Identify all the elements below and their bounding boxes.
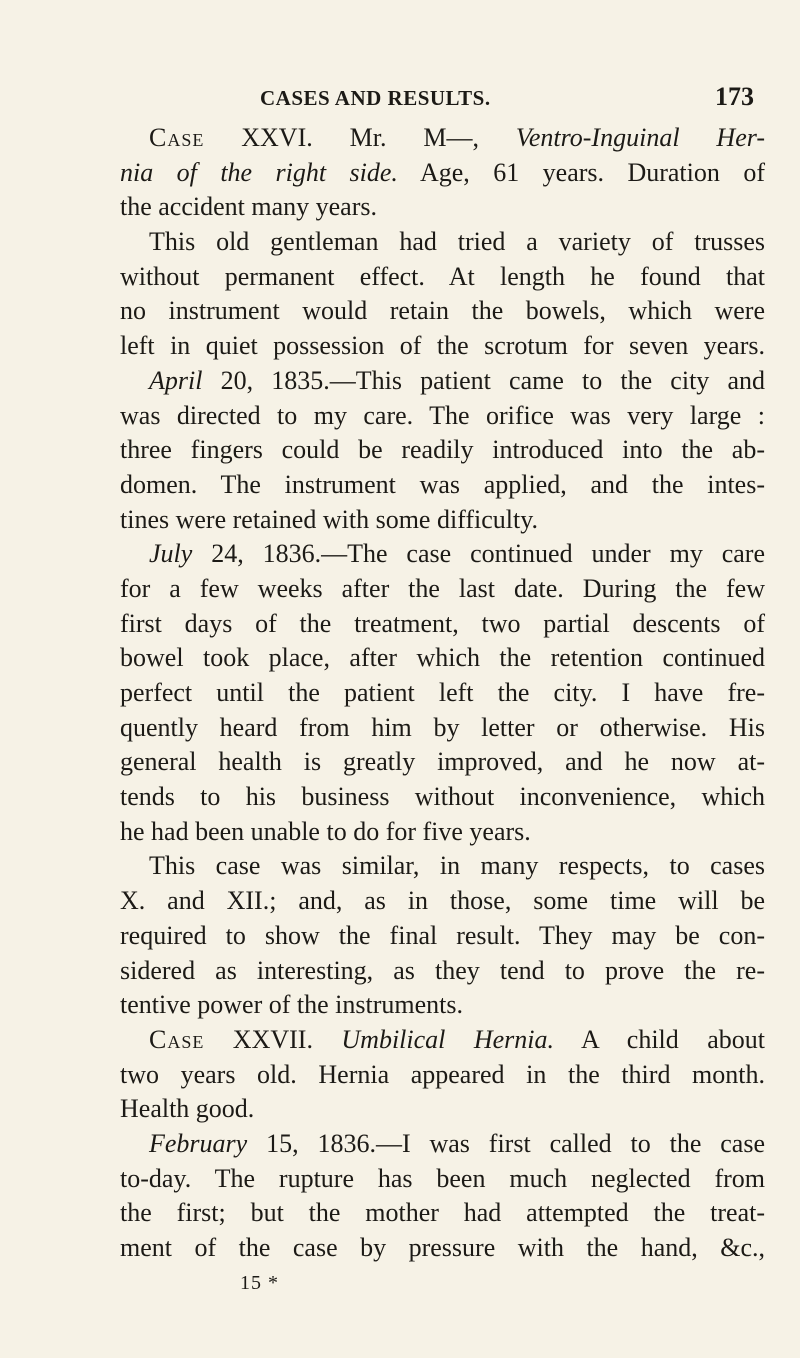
running-head: CASES AND RESULTS. [260,86,491,110]
text-line: Case XXVI. Mr. M—, Ventro-Inguinal Her- [149,123,765,152]
text-line: to-day. The rupture has been much neglected from [120,1163,765,1193]
text-line: left in quiet possession of the scrotum for seven years. [120,331,765,361]
text-line: tines were retained with some difficulty. [120,504,539,534]
text-line: no instrument would retain the bowels, which were [120,296,765,326]
text-line: two years old. Hernia appeared in the third month. [120,1059,765,1089]
text-line: This old gentleman had tried a variety of trusses [149,227,765,257]
text-line: ment of the case by pressure with the hand, &c., [120,1233,765,1262]
text-line: Health good. [120,1094,255,1124]
text-line: the accident many years. [120,192,377,222]
text-line: nia of the right side. Age, 61 years. Duration of [120,157,765,187]
text-line: February 15, 1836.—I was first called to the case [149,1128,765,1158]
text-line: without permanent effect. At length he found that [120,261,765,291]
text-line: Case XXVII. Umbilical Hernia. A child about [149,1024,765,1054]
text-line: tends to his business without inconvenience, which [120,782,765,812]
text-line: bowel took place, after which the retention continued [120,643,765,673]
text-line: he had been unable to do for five years. [120,816,531,846]
text-line: tentive power of the instruments. [120,990,463,1020]
text-line: required to show the final result. They may be con- [120,920,765,950]
text-line: for a few weeks after the last date. During the few [120,573,765,603]
text-line: first days of the treatment, two partial descents of [120,608,765,638]
text-line: general health is greatly improved, and he now at- [120,747,765,777]
text-line: was directed to my care. The orifice was very large : [120,400,765,430]
page-number: 173 [715,82,754,111]
text-line: perfect until the patient left the city. I have fre- [120,678,765,707]
text-line: sidered as interesting, as they tend to prove the re- [120,955,765,985]
text-line: July 24, 1836.—The case continued under my care [149,539,765,569]
text-line: quently heard from him by letter or otherwise. His [120,712,765,742]
text-line: three fingers could be readily introduced into the ab- [120,435,765,465]
text-line: the first; but the mother had attempted the treat- [120,1198,765,1228]
text-line: X. and XII.; and, as in those, some time will be [120,886,765,916]
body-text [120,121,765,1266]
text-line: April 20, 1835.—This patient came to the city and [149,365,765,395]
signature-mark: 15 * [240,1272,279,1294]
text-line: domen. The instrument was applied, and the intes- [120,469,765,499]
text-line: This case was similar, in many respects, to cases [149,851,765,881]
